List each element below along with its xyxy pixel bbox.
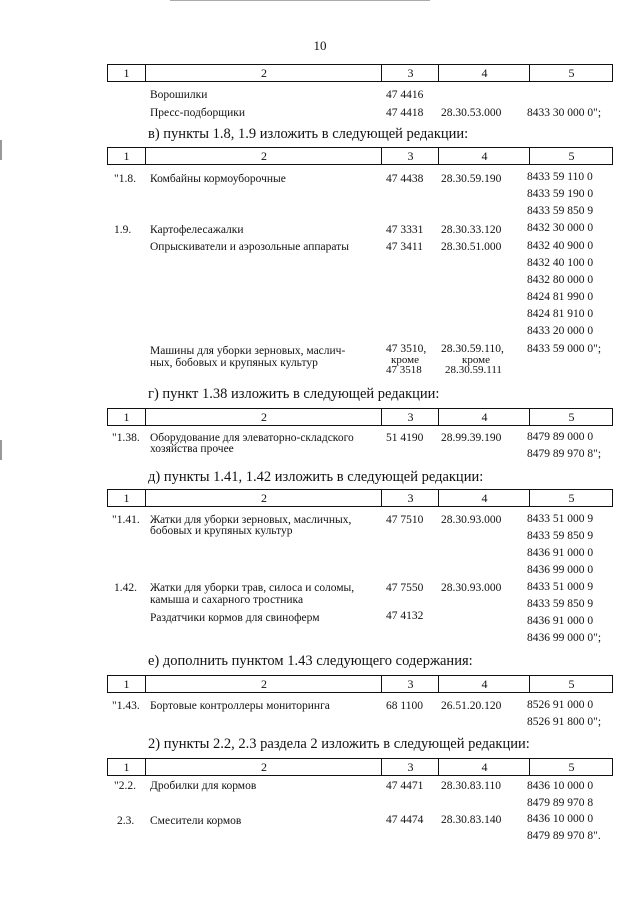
table-header-row <box>107 675 613 693</box>
item-okpd: 26.51.20.120 <box>441 700 502 712</box>
item-tnved: 8424 81 910 0 <box>527 308 594 320</box>
item-okpd: 28.30.59.110, <box>441 343 504 355</box>
item-tnved: 8436 10 000 0 <box>527 780 594 792</box>
item-okp: 47 4471 <box>386 780 424 792</box>
item-tnved: 8479 89 970 8". <box>527 830 601 842</box>
item-tnved: 8436 99 000 0 <box>527 564 594 576</box>
col-header: 5 <box>529 490 613 506</box>
item-okpd: 28.30.83.110 <box>441 780 501 792</box>
item-tnved: 8433 59 110 0 <box>527 171 593 183</box>
item-name: Жатки для уборки трав, силоса и соломы, <box>150 582 355 594</box>
item-okpd: 28.30.59.190 <box>441 173 502 185</box>
col-header: 3 <box>381 676 439 692</box>
item-tnved: 8433 59 000 0"; <box>527 343 602 355</box>
item-name: Бортовые контроллеры мониторинга <box>150 700 330 712</box>
item-tnved: 8433 51 000 9 <box>527 581 594 593</box>
col-header: 3 <box>381 148 439 164</box>
col-header: 2 <box>145 490 382 506</box>
item-okp: 47 4416 <box>386 89 424 101</box>
item-okpd: 28.30.33.120 <box>441 224 502 236</box>
item-name: ных, бобовых и крупяных культур <box>150 357 318 369</box>
item-tnved: 8526 91 800 0"; <box>527 716 602 728</box>
item-okp: 47 4418 <box>386 107 424 119</box>
item-tnved: 8479 89 000 0 <box>527 431 594 443</box>
item-tnved: 8433 59 850 9 <box>527 598 594 610</box>
section-heading: в) пункты 1.8, 1.9 изложить в следующей редакции: <box>148 126 469 142</box>
col-header: 4 <box>438 65 530 81</box>
col-header: 3 <box>381 490 439 506</box>
col-header: 1 <box>123 760 130 774</box>
item-name: Машины для уборки зерновых, маслич- <box>150 345 346 357</box>
item-okp: 47 4132 <box>386 610 424 622</box>
table-header-row <box>107 408 613 426</box>
item-tnved: 8479 89 970 8"; <box>527 448 602 460</box>
col-header: 4 <box>438 676 530 692</box>
item-tnved: 8433 30 000 0"; <box>527 107 602 119</box>
item-number: "1.41. <box>112 514 140 526</box>
item-okpd: 28.30.93.000 <box>441 582 502 594</box>
item-tnved: 8432 40 900 0 <box>527 240 594 252</box>
item-tnved: 8432 40 100 0 <box>527 257 594 269</box>
col-header: 4 <box>438 409 530 425</box>
col-header: 1 <box>123 410 130 424</box>
col-header: 1 <box>123 66 130 80</box>
col-header: 5 <box>529 409 613 425</box>
section-heading: г) пункт 1.38 изложить в следующей редакции: <box>148 386 440 402</box>
col-header: 3 <box>381 409 439 425</box>
col-header: 2 <box>145 676 382 692</box>
item-okpd: 28.30.51.000 <box>441 241 502 253</box>
section-heading: 2) пункты 2.2, 2.3 раздела 2 изложить в следующей редакции: <box>148 736 530 752</box>
item-tnved: 8433 59 850 9 <box>527 530 594 542</box>
col-header: 5 <box>529 148 613 164</box>
item-name: Комбайны кормоуборочные <box>150 173 286 185</box>
col-header: 1 <box>123 149 130 163</box>
section-heading: е) дополнить пунктом 1.43 следующего содержания: <box>148 653 473 669</box>
item-okp: 47 4438 <box>386 173 424 185</box>
scan-margin-mark <box>0 440 2 460</box>
item-name: хозяйства прочее <box>150 443 234 455</box>
item-okp: 51 4190 <box>386 432 424 444</box>
col-header: 2 <box>145 65 382 81</box>
item-okpd: кроме <box>462 354 490 366</box>
col-header: 4 <box>438 490 530 506</box>
col-header: 5 <box>529 759 613 775</box>
item-okpd: 28.99.39.190 <box>441 432 502 444</box>
col-header: 2 <box>145 148 382 164</box>
item-name: Ворошилки <box>150 89 208 101</box>
item-okp: 47 3331 <box>386 224 424 236</box>
col-header: 1 <box>123 677 130 691</box>
item-number: 2.3. <box>117 815 135 827</box>
item-okpd: 28.30.59.111 <box>445 364 502 376</box>
col-header: 1 <box>123 491 130 505</box>
item-number: "1.43. <box>112 700 140 712</box>
col-header: 5 <box>529 65 613 81</box>
item-tnved: 8526 91 000 0 <box>527 699 594 711</box>
item-tnved: 8424 81 990 0 <box>527 291 594 303</box>
table-header-row <box>107 64 613 82</box>
item-name: Смесители кормов <box>150 815 242 827</box>
item-name: бобовых и крупяных культур <box>150 525 293 537</box>
item-tnved: 8433 59 850 9 <box>527 205 594 217</box>
item-number: 1.42. <box>114 582 137 594</box>
item-name: Опрыскиватели и аэрозольные аппараты <box>150 241 349 253</box>
table-header-row <box>107 758 613 776</box>
item-name: Раздатчики кормов для свиноферм <box>150 612 320 624</box>
col-header: 4 <box>438 759 530 775</box>
item-name: Жатки для уборки зерновых, масличных, <box>150 514 352 526</box>
col-header: 2 <box>145 759 382 775</box>
col-header: 4 <box>438 148 530 164</box>
section-heading: д) пункты 1.41, 1.42 изложить в следующей редакции: <box>148 469 484 485</box>
item-tnved: 8432 30 000 0 <box>527 222 594 234</box>
item-number: "1.38. <box>112 432 140 444</box>
item-okp: 47 7550 <box>386 582 424 594</box>
col-header: 2 <box>145 409 382 425</box>
table-header-row <box>107 489 613 507</box>
item-name: камыша и сахарного тростника <box>150 594 304 606</box>
item-okp: 47 3510, <box>386 343 427 355</box>
item-okp: 68 1100 <box>386 700 423 712</box>
item-tnved: 8436 10 000 0 <box>527 813 594 825</box>
col-header: 3 <box>381 65 439 81</box>
item-tnved: 8479 89 970 8 <box>527 797 594 809</box>
item-okp: 47 7510 <box>386 514 424 526</box>
item-okp: 47 4474 <box>386 814 424 826</box>
table-header-row <box>107 147 613 165</box>
item-name: Оборудование для элеваторно-складского <box>150 432 354 444</box>
item-tnved: 8432 80 000 0 <box>527 274 594 286</box>
item-okpd: 28.30.53.000 <box>441 107 502 119</box>
page-number: 10 <box>313 38 327 53</box>
item-tnved: 8433 59 190 0 <box>527 188 594 200</box>
item-name: Дробилки для кормов <box>150 780 257 792</box>
item-tnved: 8436 99 000 0"; <box>527 632 602 644</box>
item-okp: 47 3411 <box>386 241 423 253</box>
col-header: 5 <box>529 676 613 692</box>
item-number: "1.8. <box>114 173 136 185</box>
item-tnved: 8433 20 000 0 <box>527 325 594 337</box>
col-header: 3 <box>381 759 439 775</box>
item-okpd: 28.30.83.140 <box>441 814 502 826</box>
item-number: "2.2. <box>114 780 136 792</box>
item-okp: 47 3518 <box>386 364 422 376</box>
item-okpd: 28.30.93.000 <box>441 514 502 526</box>
item-tnved: 8433 51 000 9 <box>527 513 594 525</box>
item-name: Картофелесажалки <box>150 224 244 236</box>
scan-edge-line <box>170 0 430 1</box>
item-tnved: 8436 91 000 0 <box>527 547 594 559</box>
scan-margin-mark <box>0 140 2 160</box>
item-okp: кроме <box>391 354 419 366</box>
item-tnved: 8436 91 000 0 <box>527 615 594 627</box>
item-number: 1.9. <box>114 224 132 236</box>
item-name: Пресс-подборщики <box>150 107 246 119</box>
